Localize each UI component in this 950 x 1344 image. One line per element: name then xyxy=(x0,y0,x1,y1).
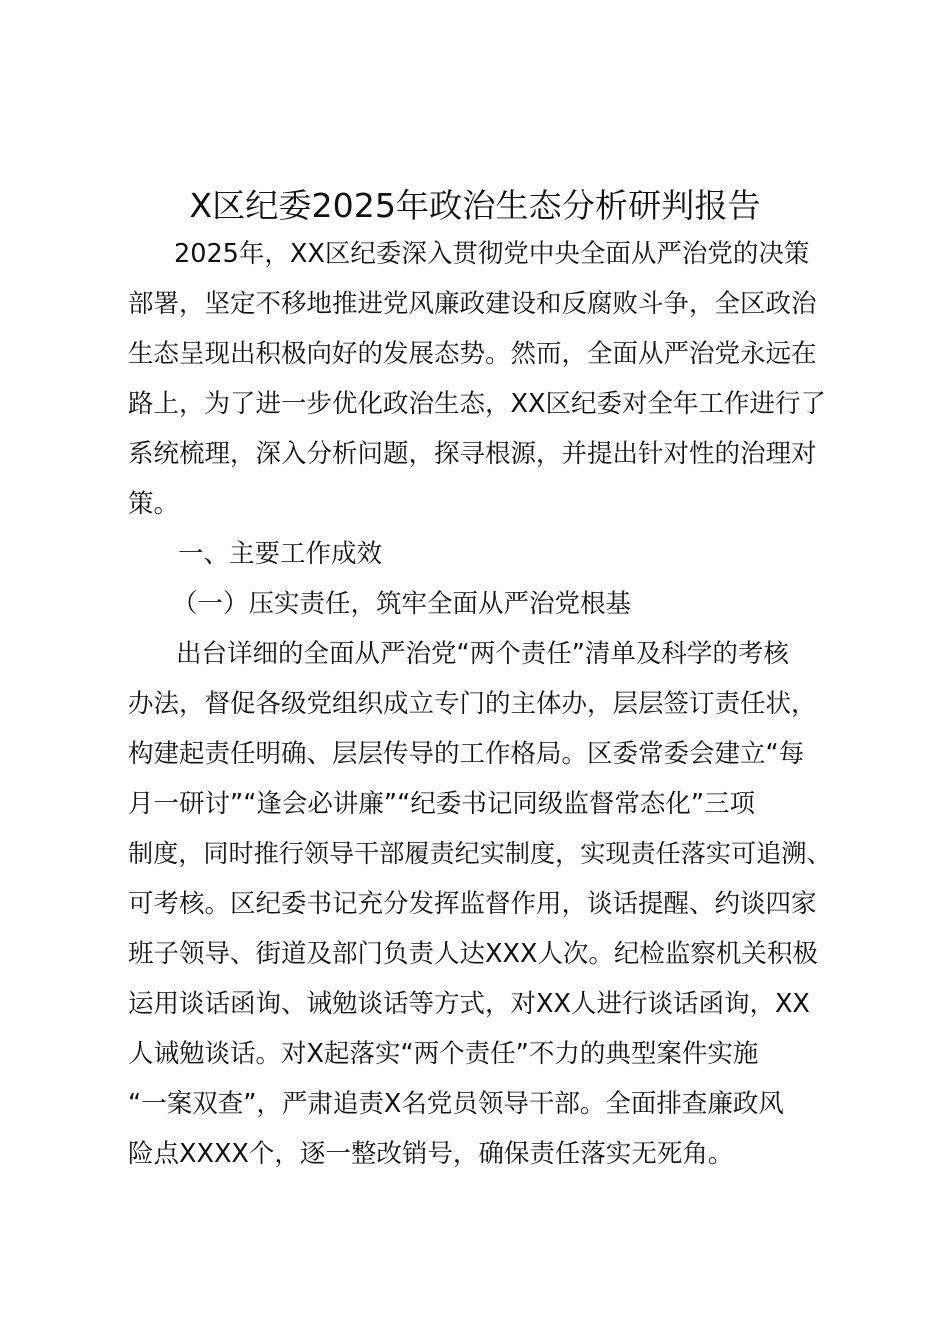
body-line: 班子领导、街道及部门负责人达XXX人次。纪检监察机关积极 xyxy=(128,939,818,969)
body-line: 可考核。区纪委书记充分发挥监督作用，谈话提醒、约谈四家 xyxy=(128,889,817,919)
section-heading: 一、主要工作成效 xyxy=(178,539,383,569)
body-line: 办法，督促各级党组织成立专门的主体办，层层签订责任状， xyxy=(128,689,817,719)
body-line: “一案双查”，严肃追责X名党员领导干部。全面排查廉政风 xyxy=(128,1089,784,1119)
body-line: 月一研讨”“逢会必讲廉”“纪委书记同级监督常态化”三项 xyxy=(128,789,756,819)
body-line: 出台详细的全面从严治党“两个责任”清单及科学的考核 xyxy=(176,639,789,669)
body-line: 运用谈话函询、诫勉谈话等方式，对XX人进行谈话函询，XX xyxy=(128,989,810,1019)
body-line: 制度，同时推行领导干部履责纪实制度，实现责任落实可追溯、 xyxy=(128,839,832,868)
intro-line: 策。 xyxy=(128,489,180,519)
intro-line: 路上，为了进一步优化政治生态，XX区纪委对全年工作进行了 xyxy=(128,389,826,419)
body-line: 构建起责任明确、层层传导的工作格局。区委常委会建立“每 xyxy=(128,739,805,769)
intro-line: 部署，坚定不移地推进党风廉政建设和反腐败斗争，全区政治 xyxy=(128,289,817,319)
body-line: 人诫勉谈话。对X起落实“两个责任”不力的典型案件实施 xyxy=(128,1039,759,1069)
document-title: X区纪委2025年政治生态分析研判报告 xyxy=(189,186,761,225)
intro-line: 系统梳理，深入分析问题，探寻根源，并提出针对性的治理对 xyxy=(128,439,817,469)
body-line: 险点XXXX个，逐一整改销号，确保责任落实无死角。 xyxy=(128,1139,734,1169)
subsection-heading: （一）压实责任，筑牢全面从严治党根基 xyxy=(172,589,632,619)
intro-line: 2025年，XX区纪委深入贯彻党中央全面从严治党的决策 xyxy=(174,239,810,269)
intro-line: 生态呈现出积极向好的发展态势。然而，全面从严治党永远在 xyxy=(128,339,817,369)
